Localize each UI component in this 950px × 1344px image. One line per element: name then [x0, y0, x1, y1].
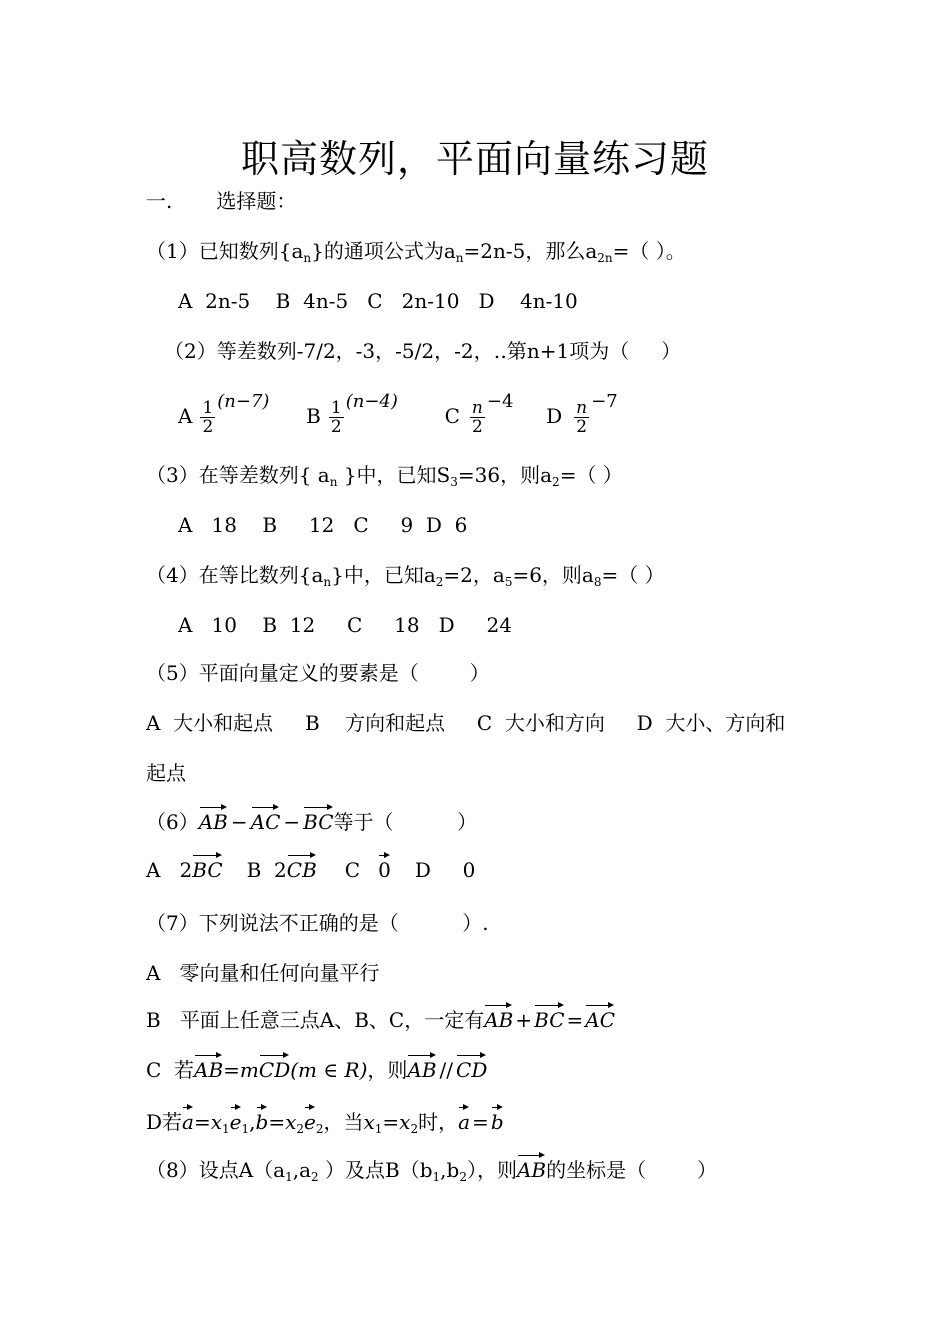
vector-ab: AB	[199, 804, 228, 835]
question-5-options-cont: 起点	[146, 761, 186, 785]
option-d: D $\frac{n}{2}$ −7	[546, 391, 618, 437]
question-1-stem: （1）已知数列$\{a_n\}$的通项公式为$a_n=2n-5$，那么$a_{2n}=$（ ）。	[146, 239, 686, 265]
vector-bc: BC	[303, 804, 333, 835]
question-5-stem: （5）平面向量定义的要素是（ ）	[146, 661, 490, 685]
zero-vector: 0	[378, 852, 391, 883]
question-7-option-c: C 若AB=mCD(m ∈ R)，则AB // CD	[146, 1052, 487, 1083]
question-7-option-a: A 零向量和任何向量平行	[146, 961, 380, 985]
question-4-options: A 10 B 12 C 18 D 24	[178, 613, 512, 637]
vector-cb: CB	[287, 852, 317, 883]
question-7-option-d: D若$a=x_1e_1,b=x_2e_2$，当$x_1=x_2$时，a = b	[146, 1104, 504, 1142]
question-8-stem: （8）设点$A(a_1,a_2$ ）及点$B(b_1,b_2)$，则AB的坐标是（ ）	[146, 1152, 717, 1190]
question-2-stem: （2）等差数列-7/2，-3，-5/2，-2，‥第n+1项为（ ）	[164, 339, 682, 363]
question-7-option-b: B 平面上任意三点A、B、C，一定有AB + BC = AC	[146, 1002, 615, 1033]
question-3-options: A 18 B 12 C 9 D 6	[178, 513, 468, 537]
section-label: 选择题：	[216, 189, 297, 213]
question-1-options: A 2n-5 B 4n-5 C 2n-10 D 4n-10	[178, 289, 578, 313]
question-6-stem: （6）AB − AC − BC等于（ ）	[146, 804, 477, 835]
question-5-options: A 大小和起点 B 方向和起点 C 大小和方向 D 大小、方向和	[146, 711, 786, 735]
question-2-options	[178, 378, 618, 436]
question-6-options: A 2BC B 2CB C 0 D 0	[146, 852, 475, 883]
section-heading	[146, 188, 296, 214]
vector-bc: BC	[192, 852, 222, 883]
section-number: 一.	[146, 189, 173, 213]
option-c: C $\frac{n}{2}$ −4	[444, 391, 514, 437]
option-b: B $\frac{1}{2}$ (n−4)	[306, 391, 398, 437]
question-3-stem: （3）在等差数列{ $a_n$ }中，已知$S_3=36$，则$a_2=$（ ）	[146, 463, 623, 489]
question-4-stem: （4）在等比数列$\{a_n\}$中，已知$a_2=2$，$a_5=6$，则$a_8=$（ ）	[146, 563, 665, 589]
page-title: 职高数列，平面向量练习题	[240, 137, 709, 181]
question-7-stem: （7）下列说法不正确的是（ ）.	[146, 911, 489, 935]
vector-ac: AC	[251, 804, 281, 835]
option-a: A $\frac{1}{2}$ (n−7)	[178, 391, 270, 437]
